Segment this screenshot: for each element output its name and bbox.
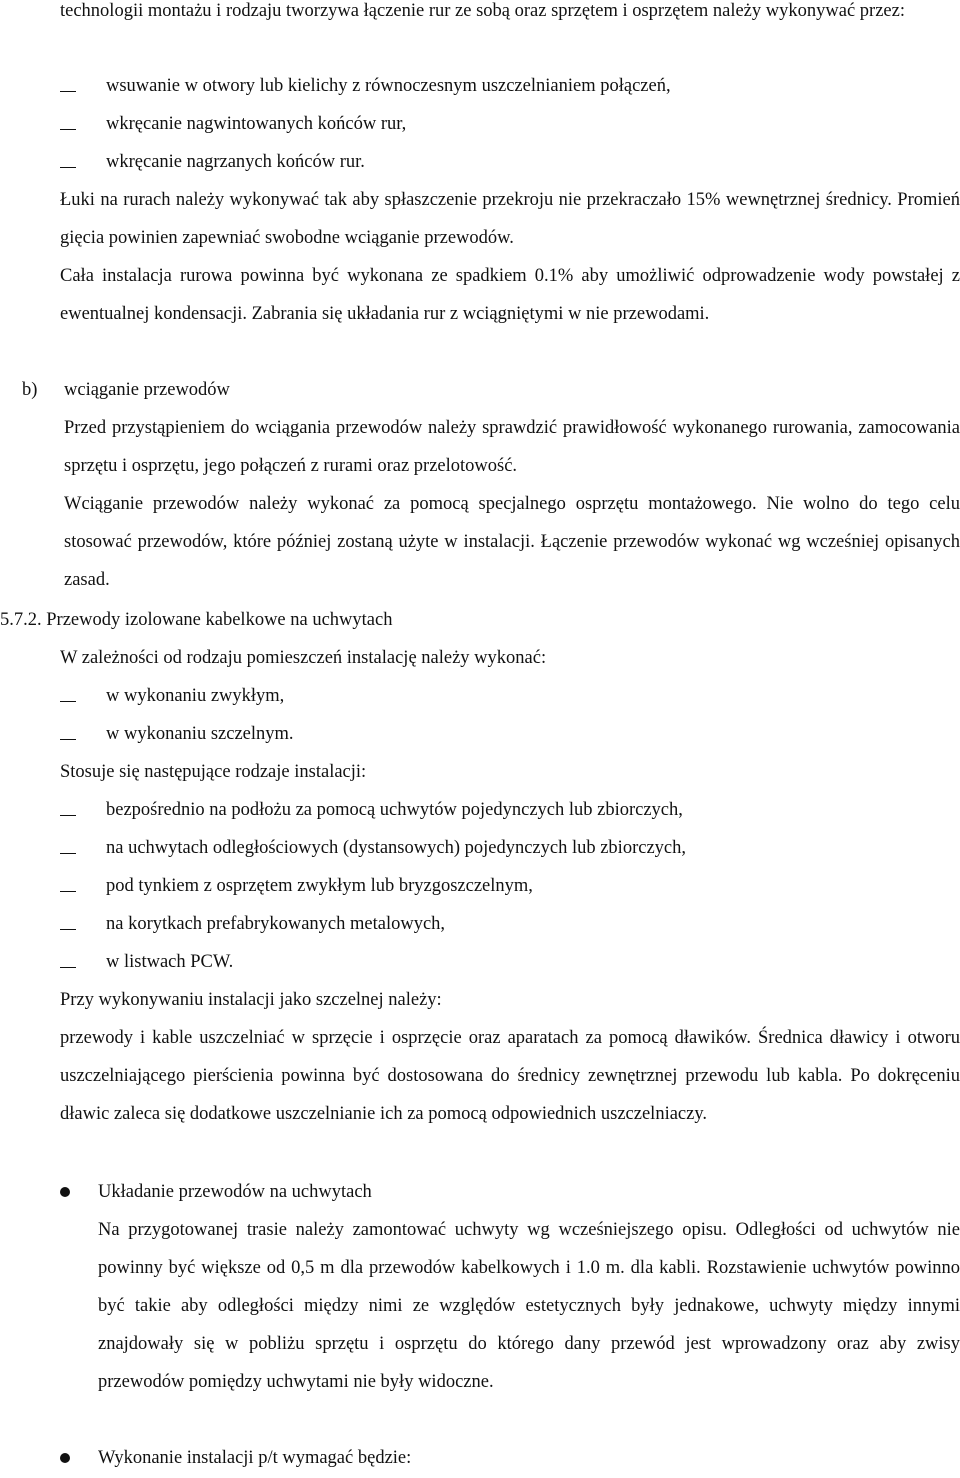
list-item [0, 867, 960, 905]
list-item-text: w listwach PCW. [106, 952, 234, 972]
bullet-item-ukladanie [0, 1173, 960, 1211]
list-item [0, 143, 960, 181]
paragraph-przy-wykonywaniu: Przy wykonywaniu instalacji jako szczelnej należy: [60, 990, 442, 1010]
bullet-item-wykonanie [0, 1439, 960, 1477]
list-item [0, 67, 960, 105]
list-item-text: w wykonaniu szczelnym. [106, 724, 294, 744]
dash-marker [60, 91, 76, 92]
list-item [0, 905, 960, 943]
paragraph-ukladanie-body: Na przygotowanej trasie należy zamontować uchwyty wg wcześniejszego opisu. Odległości od uchwytów nie powinny być większe od 0,5 m dla przewodów kabelkowych i 1.0 m. dla kabli. Rozstawienie uchwytów powinno być takie aby odległości między nimi ze względów estetycznych były jednakowe, uchwyty między innymi znajdowały się w pobliżu sprzętu i osprzętu do którego dany przewód jest wprowadzony oraz aby zwisy przewodów pomiędzy uchwytami nie były widoczne. [98, 1220, 960, 1392]
paragraph-section-b-2: Wciąganie przewodów należy wykonać za pomocą specjalnego osprzętu montażowego. Nie wolno do tego celu stosować przewodów, które później zostaną użyte w instalacji. Łączenie przewodów wykonać wg wcześniej opisanych zasad. [64, 494, 960, 590]
paragraph-intro: technologii montażu i rodzaju tworzywa łączenie rur ze sobą oraz sprzętem i osprzętem należy wykonywać przez: [60, 1, 905, 21]
dash-marker [60, 129, 76, 130]
bullet-marker [60, 1187, 70, 1197]
paragraph-przewody-kable: przewody i kable uszczelniać w sprzęcie i osprzęcie oraz aparatach za pomocą dławików. Średnica dławicy i otworu uszczelniającego pierścienia powinna być dostosowana do średnicy zewnętrznej przewodu lub kabla. Po dokręceniu dławic zaleca się dodatkowe uszczelnianie ich za pomocą odpowiednich uszczelniaczy. [60, 1028, 960, 1124]
paragraph-zaleznosci: W zależności od rodzaju pomieszczeń instalację należy wykonać: [60, 648, 547, 668]
dash-marker [60, 815, 76, 816]
list-item-text: wkręcanie nagwintowanych końców rur, [106, 114, 407, 134]
list-item [0, 677, 960, 715]
list-item-text: w wykonaniu zwykłym, [106, 686, 285, 706]
paragraph-section-b-1: Przed przystąpieniem do wciągania przewodów należy sprawdzić prawidłowość wykonanego rurowania, zamocowania sprzętu i osprzętu, jego połączeń z rurami oraz przelotowość. [64, 418, 960, 476]
list-item-text: wsuwanie w otwory lub kielichy z równoczesnym uszczelnianiem połączeń, [106, 76, 671, 96]
dash-marker [60, 701, 76, 702]
list-item-text: pod tynkiem z osprzętem zwykłym lub bryzgoszczelnym, [106, 876, 533, 896]
dash-marker [60, 891, 76, 892]
section-b-label: b) [22, 380, 38, 400]
paragraph-cala-instalacja: Cała instalacja rurowa powinna być wykonana ze spadkiem 0.1% aby umożliwić odprowadzenie wody powstałej z ewentualnej kondensacji. Zabrania się układania rur z wciągniętymi w nie przewodami. [60, 266, 960, 324]
dash-marker [60, 967, 76, 968]
list-item [0, 715, 960, 753]
list-item-text: na korytkach prefabrykowanych metalowych, [106, 914, 446, 934]
list-item [0, 829, 960, 867]
section-b-title: wciąganie przewodów [64, 380, 230, 400]
list-item [0, 943, 960, 981]
dash-marker [60, 739, 76, 740]
dash-marker [60, 167, 76, 168]
paragraph-stosuje: Stosuje się następujące rodzaje instalacji: [60, 762, 367, 782]
dash-marker [60, 929, 76, 930]
list-item [0, 105, 960, 143]
dash-marker [60, 853, 76, 854]
list-item [0, 791, 960, 829]
bullet-marker [60, 1453, 70, 1463]
bullet-title: Wykonanie instalacji p/t wymagać będzie: [98, 1448, 412, 1468]
section-heading-572: 5.7.2. Przewody izolowane kabelkowe na uchwytach [0, 610, 393, 630]
paragraph-luki: Łuki na rurach należy wykonywać tak aby spłaszczenie przekroju nie przekraczało 15% wewnętrznej średnicy. Promień gięcia powinien zapewniać swobodne wciąganie przewodów. [60, 190, 960, 248]
list-item-text: na uchwytach odległościowych (dystansowych) pojedynczych lub zbiorczych, [106, 838, 686, 858]
list-item-text: bezpośrednio na podłożu za pomocą uchwytów pojedynczych lub zbiorczych, [106, 800, 683, 820]
bullet-title: Układanie przewodów na uchwytach [98, 1182, 372, 1202]
list-item-text: wkręcanie nagrzanych końców rur. [106, 152, 365, 172]
section-b-heading [0, 371, 960, 409]
